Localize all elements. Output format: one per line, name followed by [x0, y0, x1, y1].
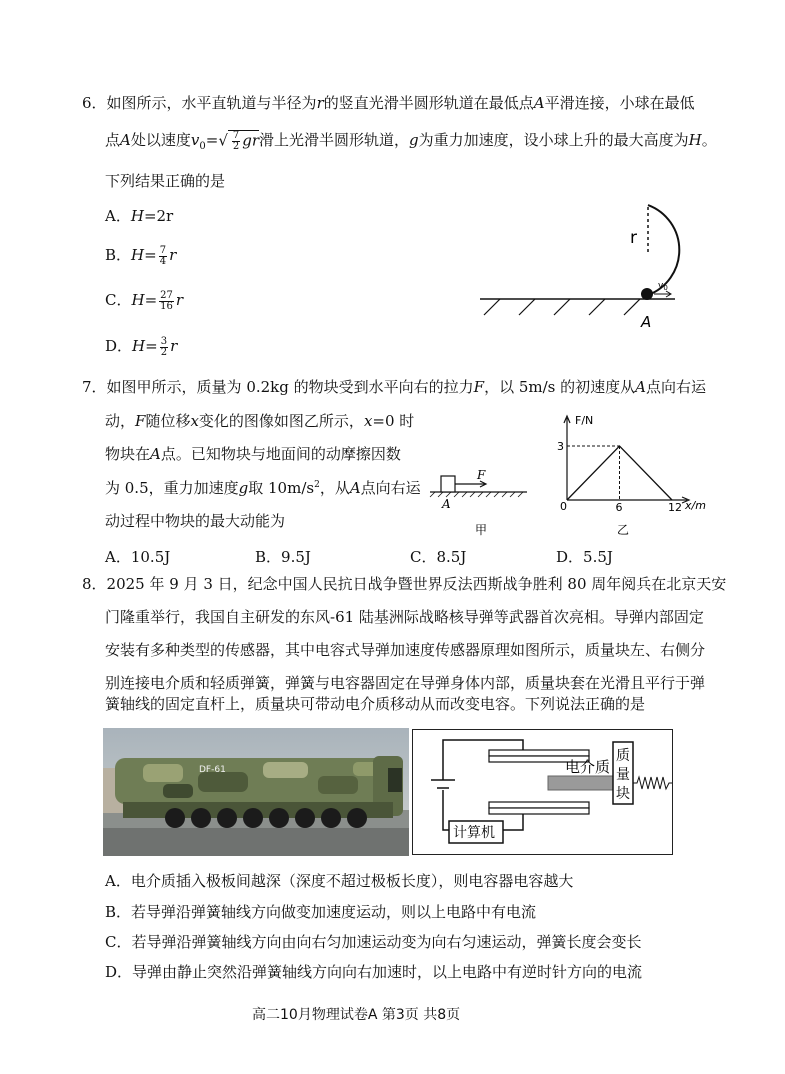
q7-sup: 2 [314, 480, 320, 490]
q7-figure-jia [425, 462, 535, 542]
frac-den: 16 [160, 300, 173, 312]
q7-line2 [105, 410, 414, 431]
option-label: B． [105, 246, 132, 264]
fx-xtick-label: 12 [668, 501, 682, 514]
frac-den: 2 [232, 141, 240, 152]
ball [641, 288, 653, 300]
q6-var: v [190, 131, 200, 149]
option-var: r [169, 246, 177, 264]
chart-origin-label: 0 [560, 500, 567, 513]
frac-den: 2 [160, 346, 168, 358]
frac-num: 7 [159, 244, 167, 256]
fig-caption-jia: 甲 [475, 523, 488, 537]
q6-var: r [316, 94, 324, 112]
q8-number: 8． [82, 575, 107, 593]
q7-fx-chart [555, 410, 715, 540]
option-label: D． [556, 548, 584, 566]
q7-text: 物块在 [105, 445, 151, 463]
ground-hatching [484, 299, 640, 315]
fx-xtick-label: 6 [615, 501, 623, 514]
fx-ytick-label: 3 [557, 440, 564, 453]
fig-v0-label: $v_0$ [658, 281, 668, 292]
option-label: A． [105, 872, 131, 890]
option-label: B． [105, 903, 132, 921]
q8-line3: 安装有多种类型的传感器，其中电容式导弹加速度传感器原理如图所示，质量块左、右侧分 [105, 641, 706, 659]
q7-text: 为 0.5，重力加速度 [105, 479, 239, 497]
option-label: C． [105, 933, 132, 951]
q6-sub: 0 [199, 141, 206, 152]
option-label: A． [105, 548, 131, 566]
q8-option-d [105, 961, 642, 982]
capacitor-plate-top [489, 750, 589, 756]
dielectric-bar [548, 776, 613, 790]
fig-force-label: F [477, 468, 486, 482]
q6-option-b [105, 244, 176, 267]
q7-option-b [255, 546, 311, 567]
q6-text: 。 [701, 131, 717, 149]
q6-option-a [105, 205, 173, 226]
fraction [159, 246, 167, 267]
q6-track-diagram [470, 195, 710, 335]
q6-number: 6． [82, 94, 107, 112]
q7-text: =0 时 [372, 412, 415, 430]
q6-text: 为重力加速度，设小球上升的最大高度为 [418, 131, 689, 149]
mass-label-3: 块 [616, 786, 630, 802]
option-label: B． [255, 548, 282, 566]
option-label: D． [105, 963, 133, 981]
q7-text: ，从 [319, 479, 350, 497]
q7-text: ，以 5m/s 的初速度从 [484, 378, 636, 396]
option-text: 8.5J [436, 548, 467, 566]
q7-var: A [635, 378, 646, 396]
q7-option-c [410, 546, 466, 567]
q6-text: 的竖直光滑半圆形轨道在最低点 [323, 94, 534, 112]
option-var: r [170, 337, 178, 355]
q6-var: A [533, 94, 545, 112]
photo-text: DF-61 [199, 765, 226, 775]
q7-var: x [363, 412, 373, 430]
q6-option-c [105, 289, 183, 312]
q7-var: A [150, 445, 161, 463]
q6-text: = [205, 131, 219, 149]
capacitor-sensor-diagram [412, 729, 673, 855]
q7-line1 [82, 376, 706, 397]
option-text: 5.5J [583, 548, 613, 566]
q7-var: F [135, 412, 146, 430]
option-var: H [131, 291, 145, 309]
computer-label: 计算机 [453, 825, 495, 841]
fig-radius-label: r [630, 228, 637, 248]
q7-number: 7． [82, 378, 107, 396]
sqrt-expression: √ $\frac{7}{2}$ gr [218, 130, 260, 152]
option-text: = [144, 291, 158, 309]
q7-option-a [105, 546, 170, 567]
option-text: 若导弹沿弹簧轴线方向做变加速度运动，则以上电路中有电流 [131, 903, 537, 921]
q8-option-c [105, 931, 642, 952]
missile-photo [103, 728, 409, 856]
q6-text: 点 [105, 131, 121, 149]
q6-text: 处以速度 [130, 131, 191, 149]
option-var: r [175, 291, 184, 309]
chart-xlabel: x/m [685, 499, 706, 512]
option-label: C． [410, 548, 437, 566]
q7-text: 点向右运 [360, 479, 421, 497]
q6-var: gr [242, 131, 260, 150]
q8-line5: 簧轴线的固定直杆上，质量块可带动电介质移动从而改变电容。下列说法正确的是 [105, 695, 646, 713]
frac-num: 7 [232, 130, 240, 141]
q6-line2 [105, 129, 717, 152]
q7-line4 [105, 477, 421, 498]
battery [431, 780, 455, 788]
fraction [159, 291, 174, 312]
q6-text: 平滑连接，小球在最低 [544, 94, 695, 112]
dielectric-label: 电介质 [565, 758, 611, 776]
q7-text: 取 10m/s [248, 479, 315, 497]
q7-var: g [238, 479, 249, 497]
q8-option-a [105, 870, 573, 891]
q7-text: 随位移 [145, 412, 191, 430]
mass-label-2: 量 [616, 767, 630, 783]
frac-den: 4 [159, 255, 167, 267]
q8-line1 [82, 573, 726, 594]
option-label: A． [105, 207, 131, 225]
fig-point-a-label: A [442, 497, 451, 511]
q6-var: H [688, 131, 702, 149]
page-footer: 高二10月物理试卷A 第3页 共8页 [252, 1007, 461, 1023]
fraction [232, 131, 240, 152]
q6-line1 [82, 92, 695, 113]
option-label: D． [105, 337, 133, 355]
q7-text: 点。已知物块与地面间的动摩擦因数 [160, 445, 401, 463]
option-var: H [130, 207, 144, 225]
q7-text: 变化的图像如图乙所示， [198, 412, 364, 430]
q7-text: 如图甲所示，质量为 0.2kg 的物块受到水平向右的拉力 [106, 378, 474, 396]
q6-var: g [409, 131, 419, 149]
capacitor-plate-bottom [489, 802, 589, 808]
spring [633, 777, 672, 789]
option-text: 9.5J [281, 548, 311, 566]
fig-point-a-label: A [641, 313, 652, 331]
option-label: C． [105, 291, 132, 309]
option-text: =2r [143, 207, 174, 225]
fig-caption-yi: 乙 [617, 523, 630, 537]
mass-label-1: 质 [616, 748, 630, 764]
q7-option-d [556, 546, 613, 567]
q6-var: A [120, 131, 131, 149]
q6-line3: 下列结果正确的是 [105, 172, 226, 190]
option-text: = [145, 337, 158, 355]
circuit-wire-bottom [443, 790, 449, 830]
fraction [160, 337, 168, 358]
q7-text: 点向右运 [645, 378, 706, 396]
option-text: 10.5J [130, 548, 171, 566]
option-var: H [132, 337, 146, 355]
q7-line3 [105, 443, 401, 464]
option-text: 电介质插入极板间越深（深度不超过极板长度），则电容器电容越大 [130, 872, 574, 890]
capacitor-plate-bottom-inner [489, 808, 589, 814]
q7-var: A [349, 479, 361, 497]
semicircle-track [648, 205, 679, 295]
circuit-wire-right [503, 812, 523, 830]
q7-var: F [473, 378, 485, 396]
q6-text: 如图所示，水平直轨道与半径为 [106, 94, 317, 112]
q8-line2: 门隆重举行，我国自主研发的东风-61 陆基洲际战略核导弹等武器首次亮相。导弹内部固定 [105, 608, 704, 626]
frac-num: 27 [160, 289, 173, 301]
q8-text: 2025 年 9 月 3 日，纪念中国人民抗日战争暨世界反法西斯战争胜利 80 周年阅兵在北京天安 [106, 575, 727, 593]
option-text: 导弹由静止突然沿弹簧轴线方向向右加速时，以上电路中有逆时针方向的电流 [132, 963, 643, 981]
q7-var: x [190, 412, 199, 430]
q6-option-d [105, 335, 177, 358]
q7-text: 动， [105, 412, 136, 430]
q6-text: 滑上光滑半圆形轨道， [259, 131, 410, 149]
chart-ylabel: F/N [575, 414, 594, 427]
q7-line5: 动过程中物块的最大动能为 [105, 512, 286, 530]
q8-line4: 别连接电介质和轻质弹簧，弹簧与电容器固定在导弹身体内部，质量块套在光滑且平行于弹 [105, 674, 706, 692]
option-text: 若导弹沿弹簧轴线方向由向右匀加速运动变为向右匀速运动，弹簧长度会变长 [131, 933, 642, 951]
option-var: H [131, 246, 145, 264]
q8-option-b [105, 901, 536, 922]
frac-num: 3 [160, 335, 168, 347]
option-text: = [144, 246, 157, 264]
block [441, 476, 455, 492]
